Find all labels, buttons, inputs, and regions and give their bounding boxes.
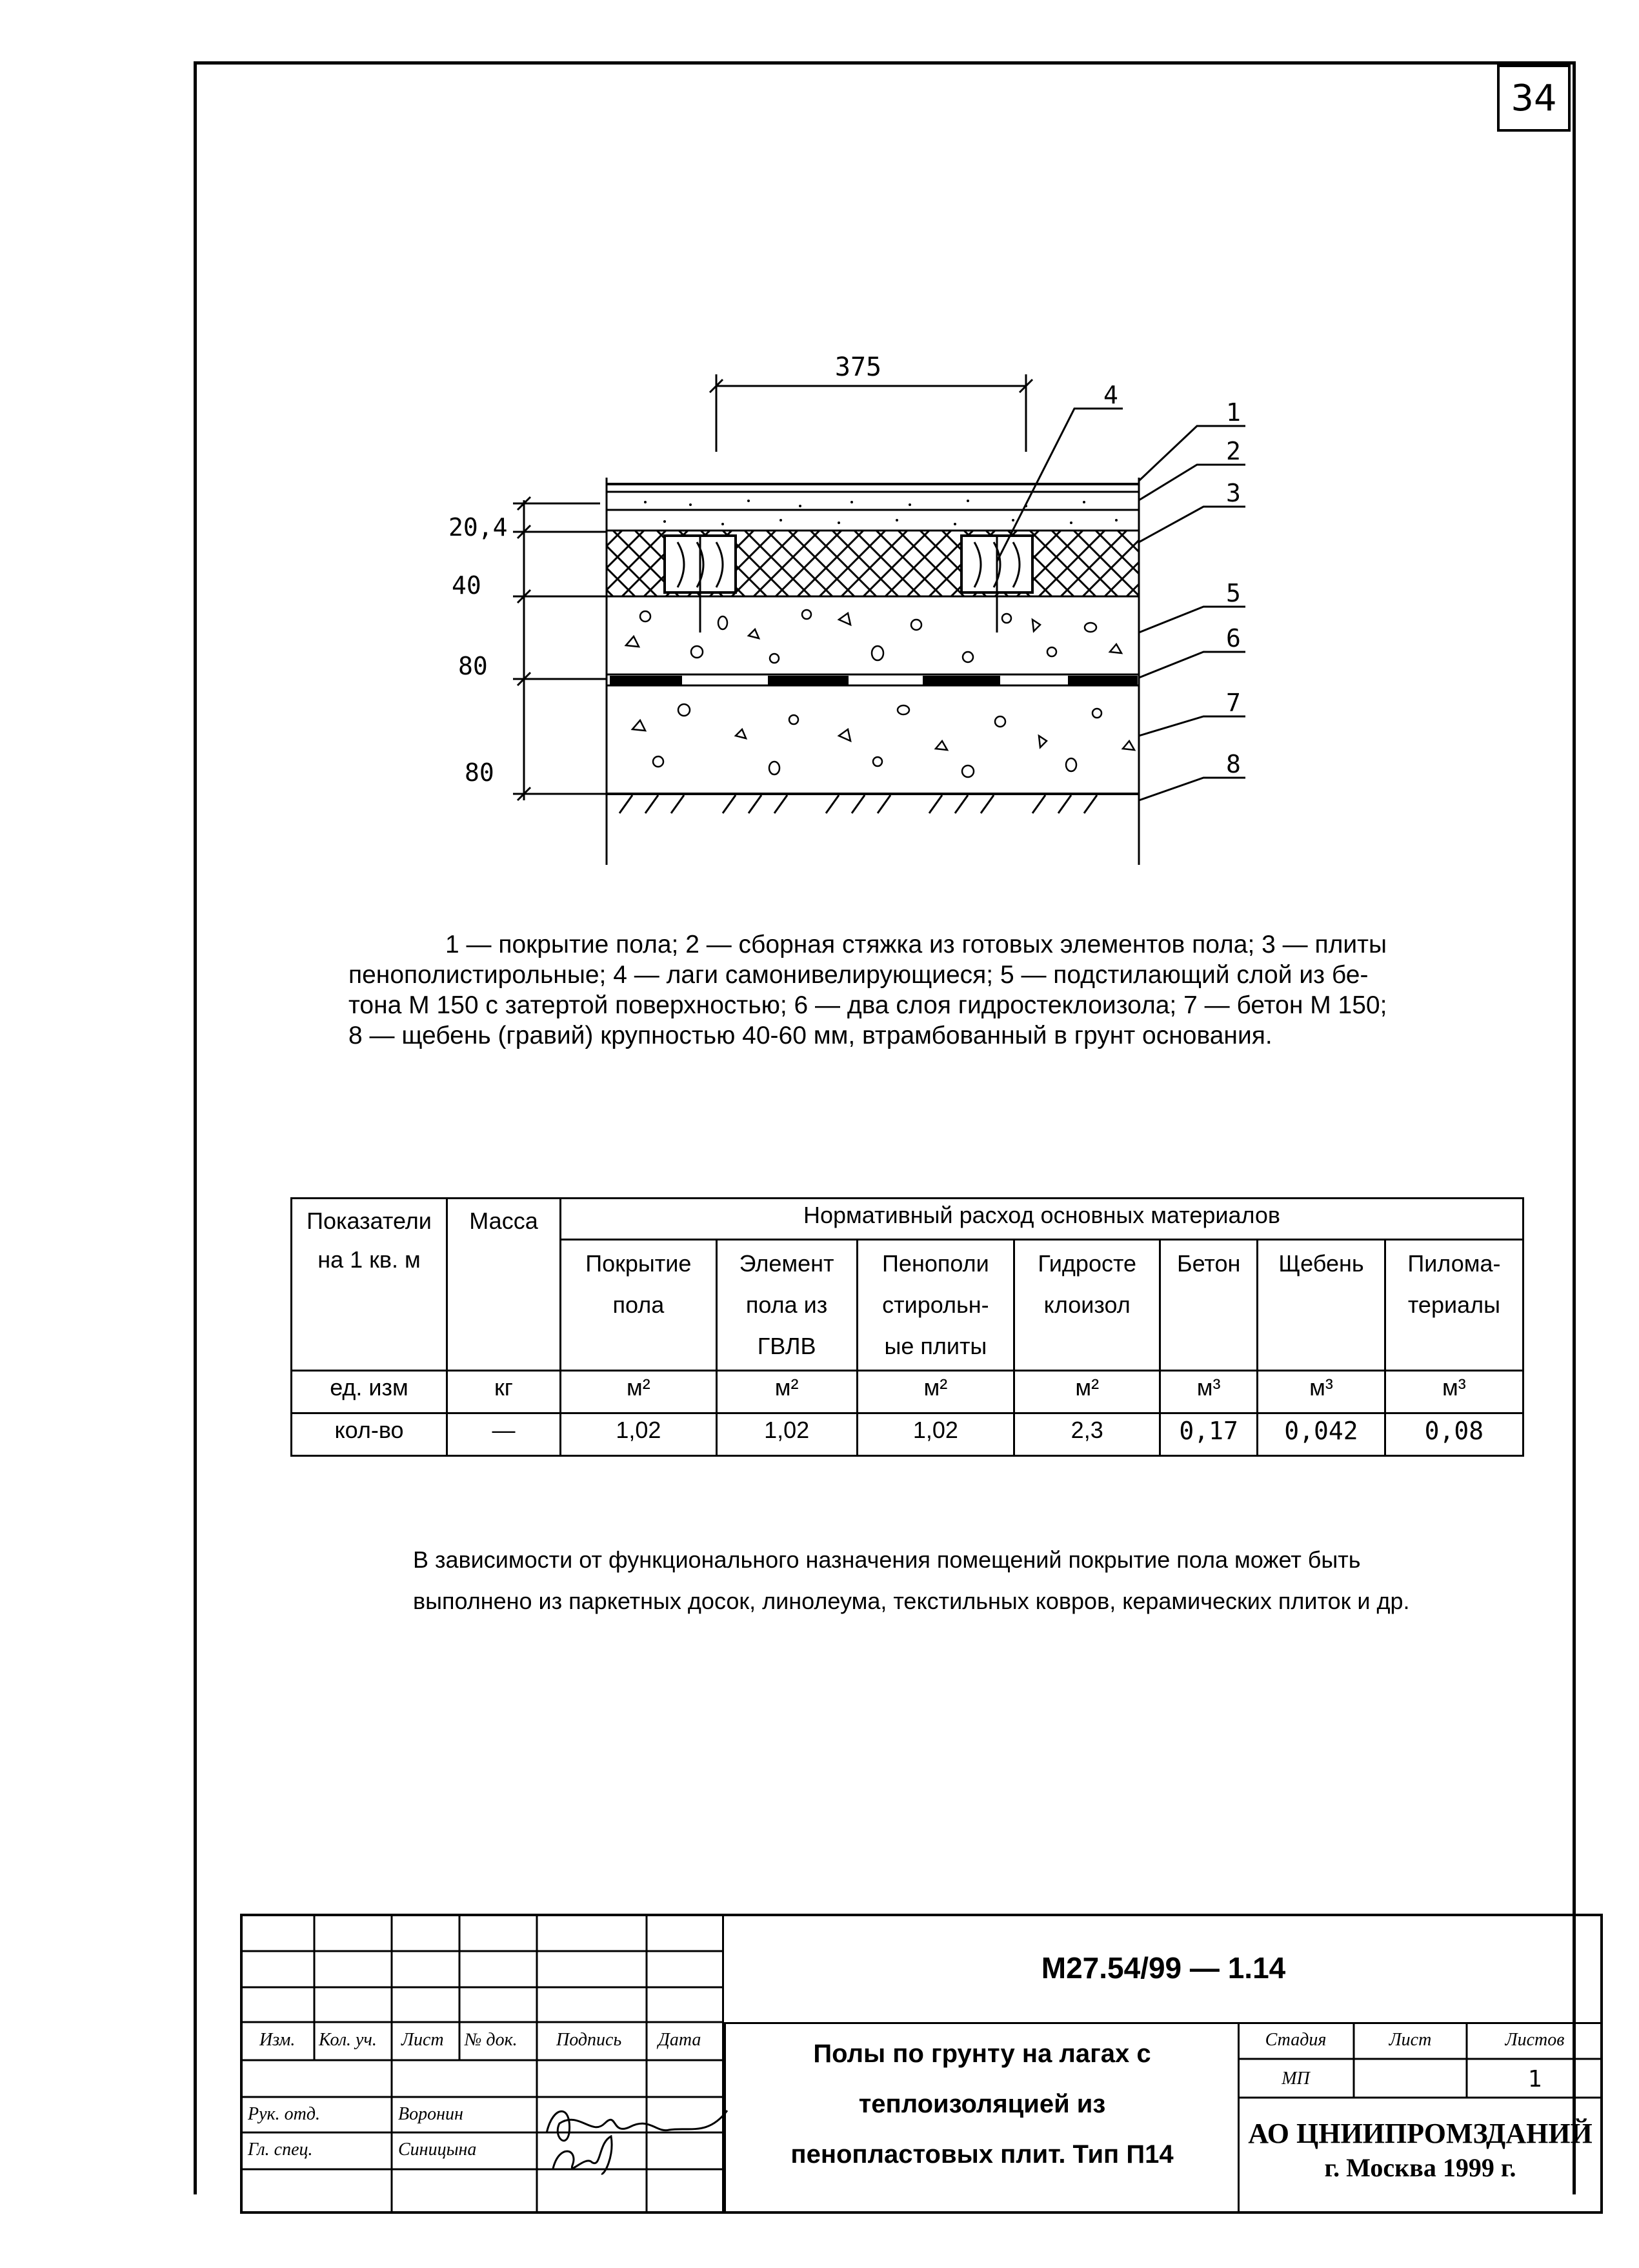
document-code: М27.54/99 — 1.14	[1041, 1951, 1286, 1985]
dim-20-4: 20,4	[448, 513, 508, 542]
col-concrete: Бетон	[1160, 1240, 1258, 1371]
callout-1: 1	[1226, 398, 1241, 427]
dim-80-b: 80	[465, 758, 494, 787]
col-hydro-isol: Гидросте клоизол	[1014, 1240, 1160, 1371]
col-gravel: Щебень	[1258, 1240, 1385, 1371]
unit-label: ед. изм	[292, 1371, 447, 1413]
dim-40: 40	[452, 571, 481, 600]
materials-table	[290, 1197, 1524, 1457]
qty-cell: 1,02	[561, 1413, 717, 1456]
dim-80-a: 80	[458, 652, 488, 680]
callout-7: 7	[1226, 689, 1241, 717]
mass-header: Масса	[447, 1199, 561, 1371]
legend-line-3: тона М 150 с затертой поверхностью; 6 — два слоя гидростеклоизола; 7 — бетон М 150;	[348, 991, 1387, 1019]
stamp-col-date: Дата	[658, 2030, 701, 2050]
callout-8: 8	[1226, 750, 1241, 778]
floor-section-drawing	[387, 349, 1291, 878]
mass-unit: кг	[447, 1371, 561, 1413]
col-gvlv-element: Элемент пола из ГВЛВ	[716, 1240, 857, 1371]
stamp-role-head: Рук. отд.	[248, 2104, 321, 2124]
organization-name: АО ЦНИИПРОМЗДАНИЙ	[1248, 2118, 1593, 2149]
callout-5: 5	[1226, 579, 1241, 607]
col-floor-covering: Покрытие пола	[561, 1240, 717, 1371]
sheet-header: Лист	[1389, 2030, 1432, 2050]
unit-cell: м³	[1258, 1371, 1385, 1413]
stamp-name-head: Воронин	[398, 2104, 463, 2124]
stage-header: Стадия	[1265, 2030, 1327, 2050]
mass-qty: —	[447, 1413, 561, 1456]
stamp-role-spec: Гл. спец.	[248, 2140, 313, 2160]
unit-cell: м²	[716, 1371, 857, 1413]
stamp-col-kol-uch: Кол. уч.	[319, 2030, 377, 2050]
qty-cell: 0,17	[1160, 1413, 1258, 1456]
legend-line-4: 8 — щебень (гравий) крупностью 40-60 мм, втрамбованный в грунт основания.	[348, 1022, 1272, 1049]
callout-2: 2	[1226, 437, 1241, 465]
legend-line-2: пенополистирольные; 4 — лаги самонивелирующиеся; 5 — подстилающий слой из бе-	[348, 961, 1369, 989]
stamp-col-sign: Подпись	[556, 2030, 622, 2050]
stamp-col-izm: Изм.	[259, 2030, 296, 2050]
callout-4: 4	[1103, 381, 1118, 409]
unit-cell: м²	[561, 1371, 717, 1413]
col-polystyrene-plates: Пенополи стирольн- ые плиты	[857, 1240, 1014, 1371]
title-block	[240, 1914, 1603, 2214]
note-line-2: выполнено из паркетных досок, линолеума, текстильных ковров, керамических плиток и др.	[413, 1588, 1410, 1614]
signature-marks	[540, 2098, 734, 2175]
document-title: Полы по грунту на лагах с теплоизоляцией из пенопластовых плит. Тип П14	[790, 2040, 1174, 2169]
indicators-header: Показатели на 1 кв. м	[292, 1199, 447, 1371]
qty-label: кол-во	[292, 1413, 447, 1456]
qty-cell: 0,042	[1258, 1413, 1385, 1456]
unit-cell: м³	[1160, 1371, 1258, 1413]
sheets-value: 1	[1527, 2066, 1542, 2092]
city-year: г. Москва 1999 г.	[1324, 2153, 1516, 2182]
stamp-col-doc: № док.	[465, 2030, 518, 2050]
drawing-legend	[348, 929, 1471, 1051]
stamp-col-list: Лист	[401, 2030, 444, 2050]
dim-375: 375	[834, 352, 882, 382]
qty-cell: 2,3	[1014, 1413, 1160, 1456]
note	[413, 1539, 1510, 1622]
page-number: 34	[1497, 65, 1571, 132]
sheets-header: Листов	[1505, 2030, 1565, 2050]
qty-cell: 1,02	[716, 1413, 857, 1456]
materials-group-header: Нормативный расход основных материалов	[561, 1199, 1523, 1240]
qty-cell: 1,02	[857, 1413, 1014, 1456]
unit-cell: м²	[1014, 1371, 1160, 1413]
stage-value: МП	[1282, 2069, 1310, 2089]
callout-6: 6	[1226, 624, 1241, 653]
legend-line-1: 1 — покрытие пола; 2 — сборная стяжка из готовых элементов пола; 3 — плиты	[445, 931, 1387, 958]
qty-cell: 0,08	[1385, 1413, 1523, 1456]
stamp-name-spec: Синицына	[398, 2140, 477, 2160]
callout-3: 3	[1226, 479, 1241, 507]
unit-cell: м³	[1385, 1371, 1523, 1413]
col-lumber: Пилома- териалы	[1385, 1240, 1523, 1371]
note-line-1: В зависимости от функционального назначения помещений покрытие пола может быть	[413, 1546, 1361, 1573]
unit-cell: м²	[857, 1371, 1014, 1413]
